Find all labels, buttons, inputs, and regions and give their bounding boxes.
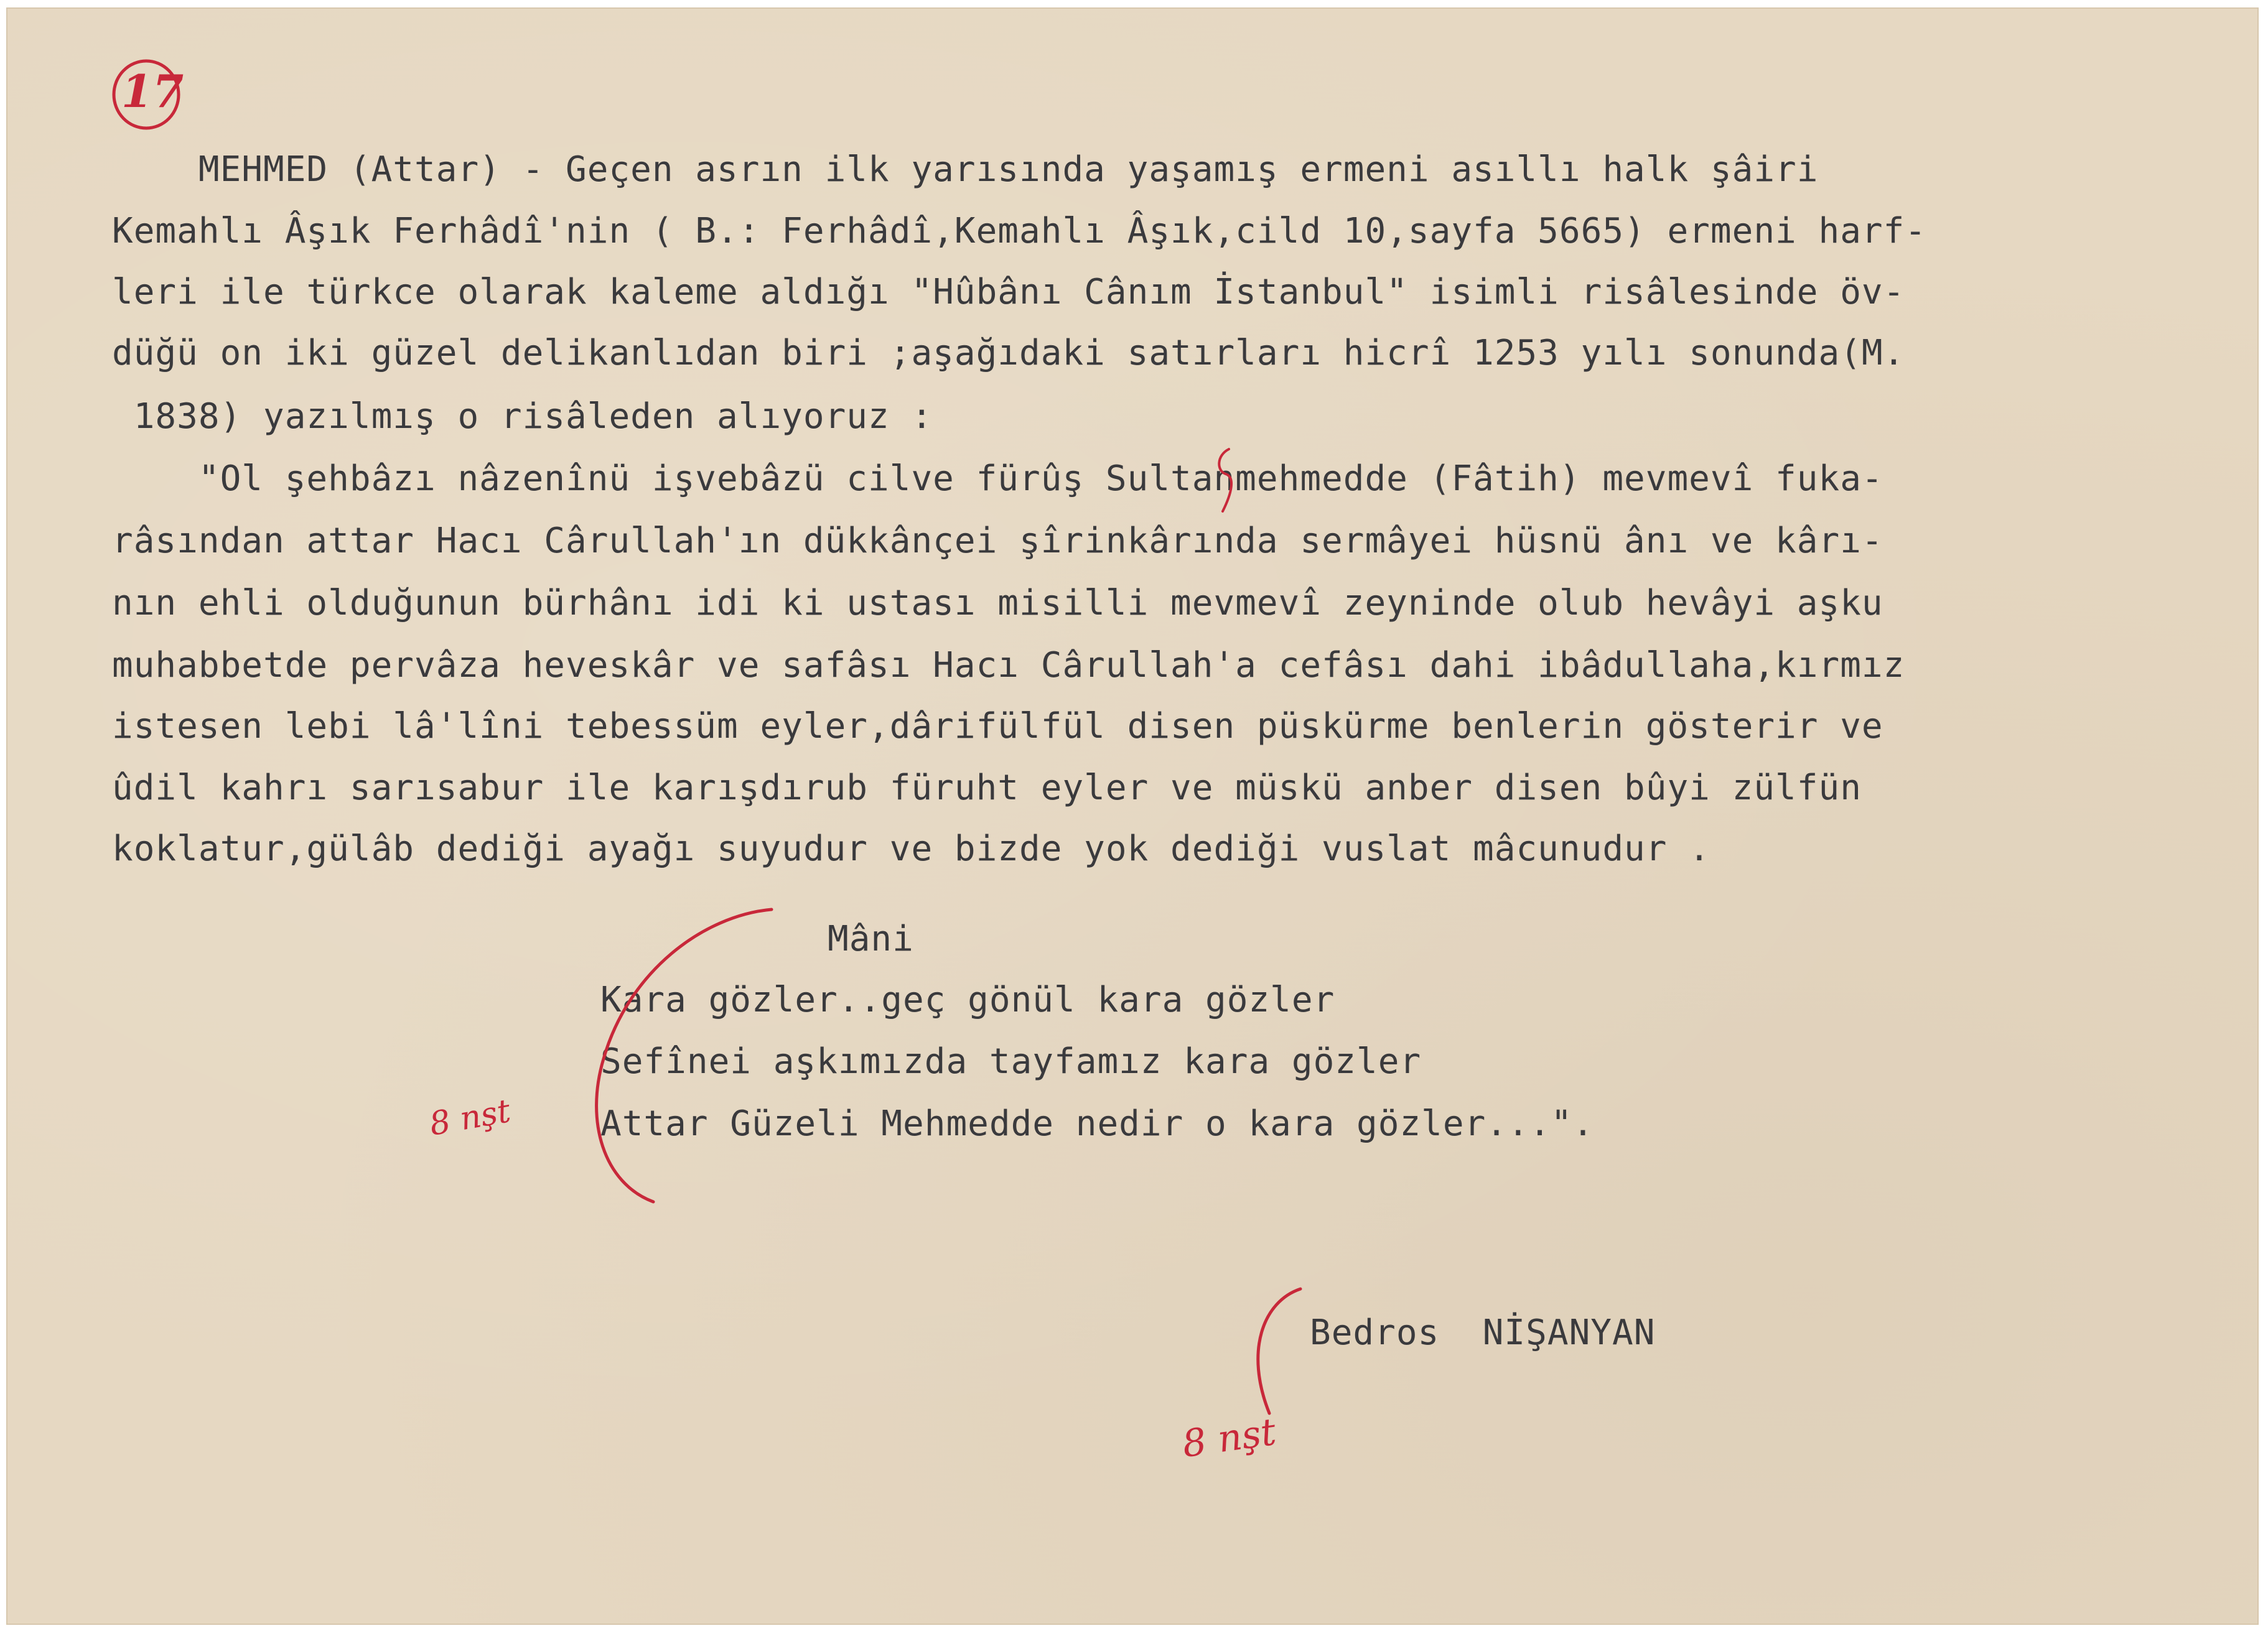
poem-line-2: Sefînei aşkımızda tayfamız kara gözler (600, 1041, 1422, 1082)
paper-sheet (6, 7, 2259, 1625)
body-line-6: "Ol şehbâzı nâzenînü işvebâzü cilve fürûş Sultanmehmedde (Fâtih) mevmevî fuka- (112, 458, 1883, 499)
body-line-3: leri ile türkce olarak kaleme aldığı "Hûbânı Cânım İstanbul" isimli risâlesinde öv- (112, 272, 1905, 312)
poem-line-3: Attar Güzeli Mehmedde nedir o kara gözler...". (600, 1104, 1594, 1144)
body-line-5: 1838) yazılmış o risâleden alıyoruz : (112, 396, 933, 437)
body-line-11: ûdil kahrı sarısabur ile karışdırub füruht eyler ve müskü anber disen bûyi zülfün (112, 768, 1862, 808)
margin-note-left: 8 nşt (426, 1092, 513, 1143)
body-line-2: Kemahlı Âşık Ferhâdî'nin ( B.: Ferhâdî,Kemahlı Âşık,cild 10,sayfa 5665) ermeni harf- (112, 211, 1927, 251)
body-line-4: düğü on iki güzel delikanlıdan biri ;aşağıdaki satırları hicrî 1253 yılı sonunda(M. (112, 333, 1905, 373)
poem-bracket-mark (566, 897, 803, 1214)
body-line-8: nın ehli olduğunun bürhânı idi ki ustası misilli mevmevî zeyninde olub hevâyi aşku (112, 583, 1883, 623)
body-line-1: MEHMED (Attar) - Geçen asrın ilk yarısında yaşamış ermeni asıllı halk şâiri (112, 149, 1819, 190)
body-line-7: râsından attar Hacı Cârullah'ın dükkânçei şîrinkârında sermâyei hüsnü ânı ve kârı- (112, 521, 1883, 561)
signature-bracket-mark (1232, 1276, 1325, 1426)
body-line-12: koklatur,gülâb dediği ayağı suyudur ve bizde yok dediği vuslat mâcunudur . (112, 829, 1710, 869)
correction-mark (1207, 443, 1244, 518)
page-number-mark: 17 (121, 65, 184, 118)
body-line-9: muhabbetde pervâza heveskâr ve safâsı Hacı Cârullah'a cefâsı dahi ibâdullaha,kırmız (112, 645, 1905, 686)
signature: Bedros NİŞANYAN (1310, 1313, 1656, 1353)
poem-line-1: Kara gözler..geç gönül kara gözler (600, 980, 1335, 1020)
margin-note-bottom: 8 nşt (1179, 1410, 1279, 1467)
poem-title: Mâni (828, 919, 914, 959)
body-line-10: istesen lebi lâ'lîni tebessüm eyler,dârifülfül disen püskürme benlerin gösterir ve (112, 706, 1883, 746)
